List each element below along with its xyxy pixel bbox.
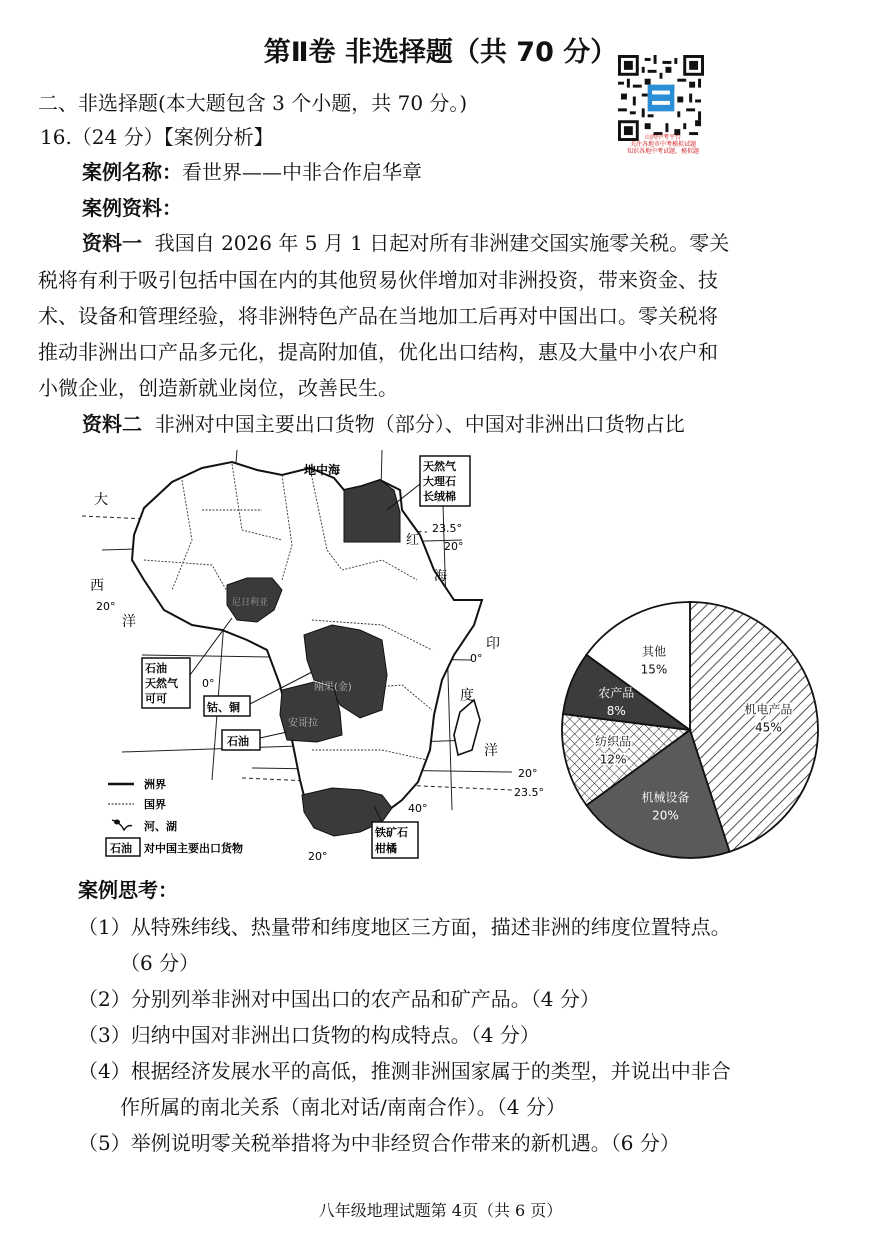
lat-label: 0° [370,450,372,451]
pie-slice-value: 8% [606,703,626,718]
africa-map [82,450,552,870]
legend-box-sample: 石油 [110,842,132,855]
map-label-atlantic: 西 [90,578,104,594]
material2-label: 资料二 [82,412,142,436]
question-text: 根据经济发展水平的高低，推测非洲国家属于的类型，并说出中非合 [130,1059,731,1083]
material1-line [82,233,729,253]
page-title: 第Ⅱ卷 非选择题（共 70 分） [263,37,618,68]
legend-continent: 洲界 [144,778,166,791]
map-label-indian: 印 [486,636,500,652]
legend-country: 国界 [144,798,166,811]
lat-label: 20° [308,850,328,863]
question-text: 分别列举非洲对中国出口的农产品和矿产品。（4 分） [130,987,600,1011]
pie-slice-value: 15% [640,662,668,677]
svg-text:长绒棉: 长绒棉 [423,490,456,503]
pie-slice-label: 其他 [641,644,666,659]
map-label-mediterranean: 地中海 [304,463,341,477]
question-num: （5） [78,1131,131,1155]
material2-text: 非洲对中国主要出口货物（部分）、中国对非洲出口货物占比 [154,412,685,436]
madagascar [454,700,480,755]
lat-label: 0° [202,677,215,690]
svg-text:钴、铜: 钴、铜 [207,701,240,714]
question-num: （2） [78,987,131,1011]
export-share-pie-chart [540,590,830,870]
question-text: 举例说明零关税举措将为中非经贸合作带来的新机遇。（6 分） [130,1131,680,1155]
question-num: （3） [78,1023,131,1047]
material2-line [82,414,685,434]
material1-line: 税将有利于吸引包括中国在内的其他贸易伙伴增加对非洲投资，带来资金、技 [38,268,718,292]
legend-box-desc: 对中国主要出口货物 [144,842,243,855]
map-label-nigeria: 尼日利亚 [232,598,269,608]
section-heading: 二、非选择题(本大题包含 3 个小题，共 70 分。) [38,91,468,115]
question-item [78,989,600,1009]
svg-text:天然气: 天然气 [423,460,456,473]
material1-line: 推动非洲出口产品多元化，提高附加值，优化出口结构，惠及大量中小农户和 [38,340,718,364]
map-label-atlantic: 大 [94,492,108,508]
case-name-label: 案例名称： [82,160,182,184]
question-item [78,917,731,937]
svg-text:石油: 石油 [227,735,249,748]
lat-label: 23.5° [514,786,544,799]
pie-slice-label: 纺织品 [595,734,632,749]
svg-text:天然气: 天然气 [145,677,178,690]
material-label: 案例资料： [82,196,182,220]
material1-text: 我国自 2026 年 5 月 1 日起对所有非洲建交国实施零关税。零关 [154,231,730,255]
qr-caption-line: 山西中考平台 [644,134,681,141]
svg-text:柑橘: 柑橘 [375,842,397,855]
material1-line: 小微企业，创造新就业岗位，改善民生。 [38,376,398,400]
svg-text:大理石: 大理石 [423,475,456,488]
pie-slice-label: 机电产品 [744,702,793,717]
qr-code [618,55,704,141]
question-cont: 作所属的南北关系（南北对话/南南合作）。（4 分） [120,1095,566,1119]
map-label-atlantic: 洋 [122,614,136,630]
map-label-indian: 洋 [484,743,498,759]
pie-slice-label: 农产品 [598,685,635,700]
lat-label: 23.5° [432,522,462,535]
material1-line: 术、设备和管理经验，将非洲特色产品在当地加工后再对中国出口。零关税将 [38,304,718,328]
pie-slice-value: 45% [755,720,782,735]
case-name-line [82,162,422,182]
svg-text:石油: 石油 [145,662,167,675]
case-name: 看世界——中非合作启华章 [182,160,422,184]
qr-caption [608,134,718,155]
svg-text:铁矿石: 铁矿石 [375,826,408,839]
lat-label: 0° [470,652,483,665]
lat-label: 20° [518,767,538,780]
lat-label: 40° [408,802,428,815]
legend-river: 河、湖 [144,820,177,833]
pie-slice-value: 12% [599,752,627,767]
map-legend [106,777,243,856]
map-label-redsea: 红 [406,533,420,548]
pie-slice-label: 机械设备 [641,790,690,805]
question-num: （1） [78,915,131,939]
country-egypt [344,480,400,542]
question-num: （4） [78,1059,131,1083]
thinking-label: 案例思考： [78,878,178,902]
svg-text:可可: 可可 [145,692,167,705]
qr-caption-line: 知识各地中考试题、模拟题 [626,148,699,155]
question-item [78,1061,731,1081]
page-footer: 八年级地理试题第 4页（共 6 页） [318,1201,563,1220]
material1-label: 资料一 [82,231,142,255]
question-text: 归纳中国对非洲出口货物的构成特点。（4 分） [130,1023,540,1047]
map-label-indian: 度 [460,688,474,704]
qr-caption-line: 关注各地市中考模拟试题 [629,141,696,148]
map-label-angola: 安哥拉 [288,718,318,729]
map-label-drc: 刚果(金) [314,682,352,693]
pie-slice-value: 20% [652,808,679,823]
question-number: 16.（24 分）【案例分析】 [40,125,274,149]
map-label-redsea: 海 [434,569,448,584]
question-item [78,1133,680,1153]
question-item [78,1025,540,1045]
question-text: 从特殊纬线、热量带和纬度地区三方面，描述非洲的纬度位置特点。 [130,915,731,939]
lat-label: 20° [444,540,464,553]
lat-label: 20° [96,600,116,613]
question-cont: （6 分） [120,951,200,975]
